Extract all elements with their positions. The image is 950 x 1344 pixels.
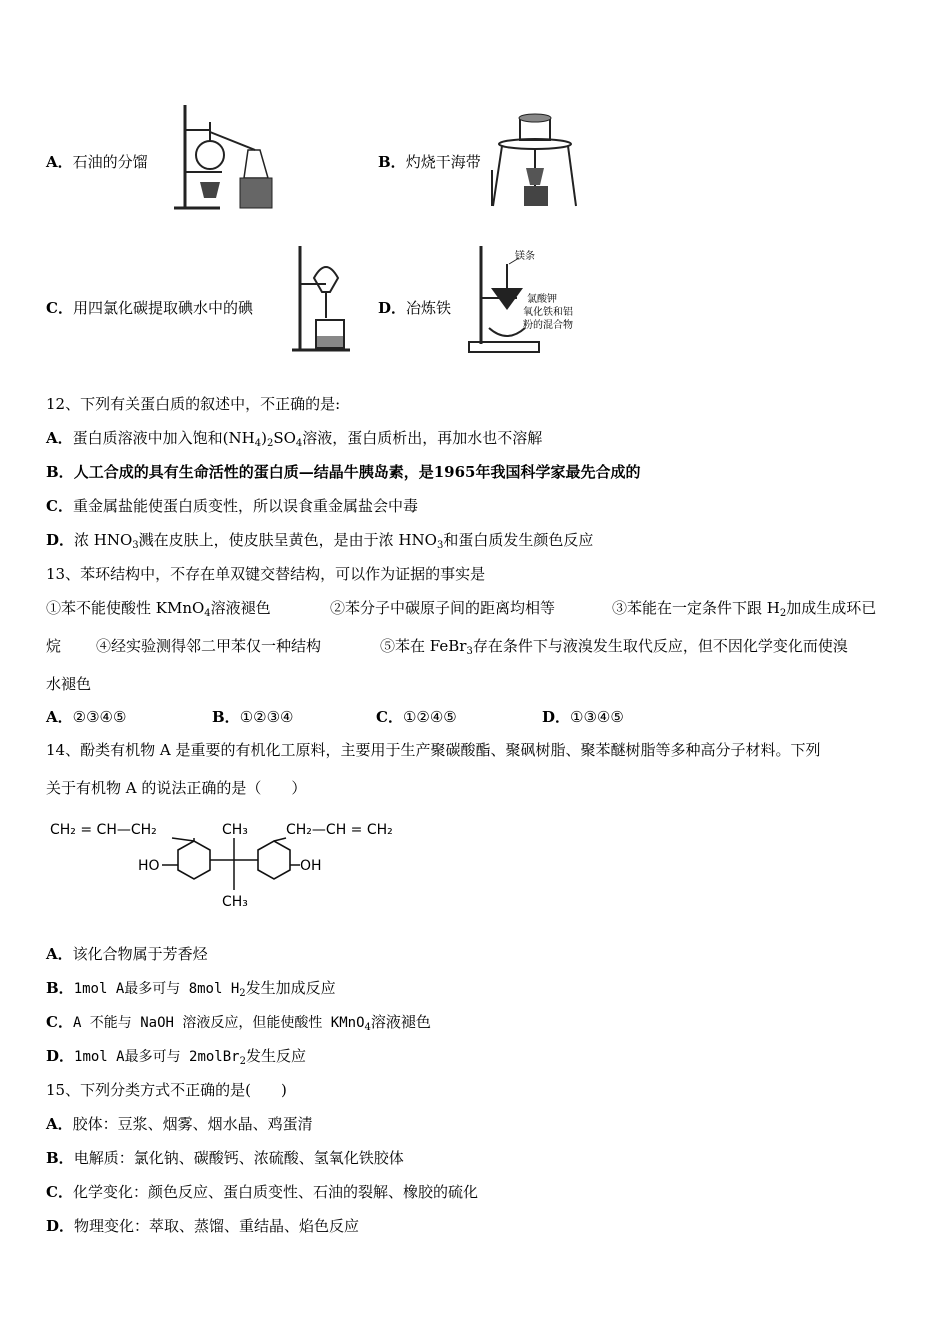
q11-option-a: A．石油的分馏 (46, 153, 148, 171)
structure-right-chain: CH₂—CH = CH₂ (286, 822, 393, 838)
distillation-apparatus-figure (160, 100, 275, 210)
q13-choice-c: C．①②④⑤ (376, 708, 457, 726)
left-benzene-ring (178, 841, 210, 879)
q13-choice-a: A．②③④⑤ (46, 708, 127, 726)
q13-stem: 13、苯环结构中，不存在单双键交替结构，可以作为证据的事实是 (46, 565, 486, 583)
structure-bottom-methyl: CH₃ (222, 894, 248, 910)
q14-option-d: D．1mol A最多可与 2molBr$_2$发生反应 (46, 1047, 306, 1067)
q15-option-d: D．物理变化：萃取、蒸馏、重结晶、焰色反应 (46, 1217, 360, 1235)
right-benzene-ring (258, 841, 290, 879)
q12-option-b: B．人工合成的具有生命活性的蛋白质—结晶牛胰岛素，是1965年我国科学家最先合成的 (46, 463, 641, 481)
structure-top-methyl: CH₃ (222, 822, 248, 838)
q15-option-b: B．电解质：氯化钠、碳酸钙、浓硫酸、氢氧化铁胶体 (46, 1149, 404, 1167)
q13-fact-1: ①苯不能使酸性 KMnO$_4$溶液褪色 (46, 599, 271, 619)
q15-option-c: C．化学变化：颜色反应、蛋白质变性、石油的裂解、橡胶的硫化 (46, 1183, 478, 1201)
label-potassium-chlorate: 氯酸钾 (527, 294, 557, 305)
structure-right-oh: OH (300, 858, 322, 874)
label-magnesium-strip: 镁条 (515, 251, 535, 262)
q12-stem: 12、下列有关蛋白质的叙述中，不正确的是: (46, 395, 341, 413)
q13-fact-2: ②苯分子中碳原子间的距离均相等 (330, 599, 556, 617)
crucible-heating-figure (488, 110, 578, 210)
q13-fact-3: ③苯能在一定条件下跟 $H_2$加成生成环已 (612, 599, 877, 619)
q13-choice-d: D．①③④⑤ (542, 708, 624, 726)
q12-option-d: D．浓 $HNO_3$溅在皮肤上，使皮肤呈黄色，是由于浓 $HNO_3$和蛋白质发生颜色反应 (46, 531, 594, 551)
separatory-funnel-figure (290, 244, 360, 354)
q13-fact-3-cont: 烷 (46, 637, 62, 655)
q15-stem: 15、下列分类方式不正确的是( ) (46, 1081, 287, 1099)
q11-option-d: D．冶炼铁 (378, 299, 452, 317)
q14-option-a: A．该化合物属于芳香烃 (46, 945, 208, 963)
structure-left-oh: HO (138, 858, 160, 874)
q13-fact-4: ④经实验测得邻二甲苯仅一种结构 (96, 637, 322, 655)
q12-option-a: A．蛋白质溶液中加入饱和$(NH_4)_2SO_4$溶液，蛋白质析出，再加水也不溶解 (46, 429, 543, 449)
q11-option-b: B．灼烧干海带 (378, 153, 481, 171)
q14-stem-line2: 关于有机物 A 的说法正确的是（ ） (46, 779, 307, 797)
structure-left-chain: CH₂ = CH—CH₂ (50, 822, 157, 838)
q12-option-c: C．重金属盐能使蛋白质变性，所以误食重金属盐会中毒 (46, 497, 418, 515)
q13-choice-b: B．①②③④ (212, 708, 294, 726)
q14-option-b: B．1mol A最多可与 8mol $H_2$发生加成反应 (46, 979, 336, 999)
compound-a-structure (46, 814, 426, 914)
q15-option-a: A．胶体：豆浆、烟雾、烟水晶、鸡蛋清 (46, 1115, 313, 1133)
q14-option-c: C．A 不能与 NaOH 溶液反应，但能使酸性 KMnO$_4$溶液褪色 (46, 1013, 431, 1033)
q13-fact-5-cont: 水褪色 (46, 675, 92, 693)
label-powder-mixture: 粉的混合物 (523, 320, 573, 331)
q11-option-c: C．用四氯化碳提取碘水中的碘 (46, 299, 253, 317)
q14-stem-line1: 14、酚类有机物 A 是重要的有机化工原料，主要用于生产聚碳酸酯、聚砜树脂、聚苯醚树脂等多种高分子材料。下列 (46, 741, 821, 759)
q13-fact-5: ⑤苯在 FeBr$_3$存在条件下与液溴发生取代反应，但不因化学变化而使溴 (380, 637, 848, 657)
thermite-reaction-figure (465, 244, 585, 356)
label-iron-oxide-aluminum: 氧化铁和铝 (523, 307, 573, 318)
